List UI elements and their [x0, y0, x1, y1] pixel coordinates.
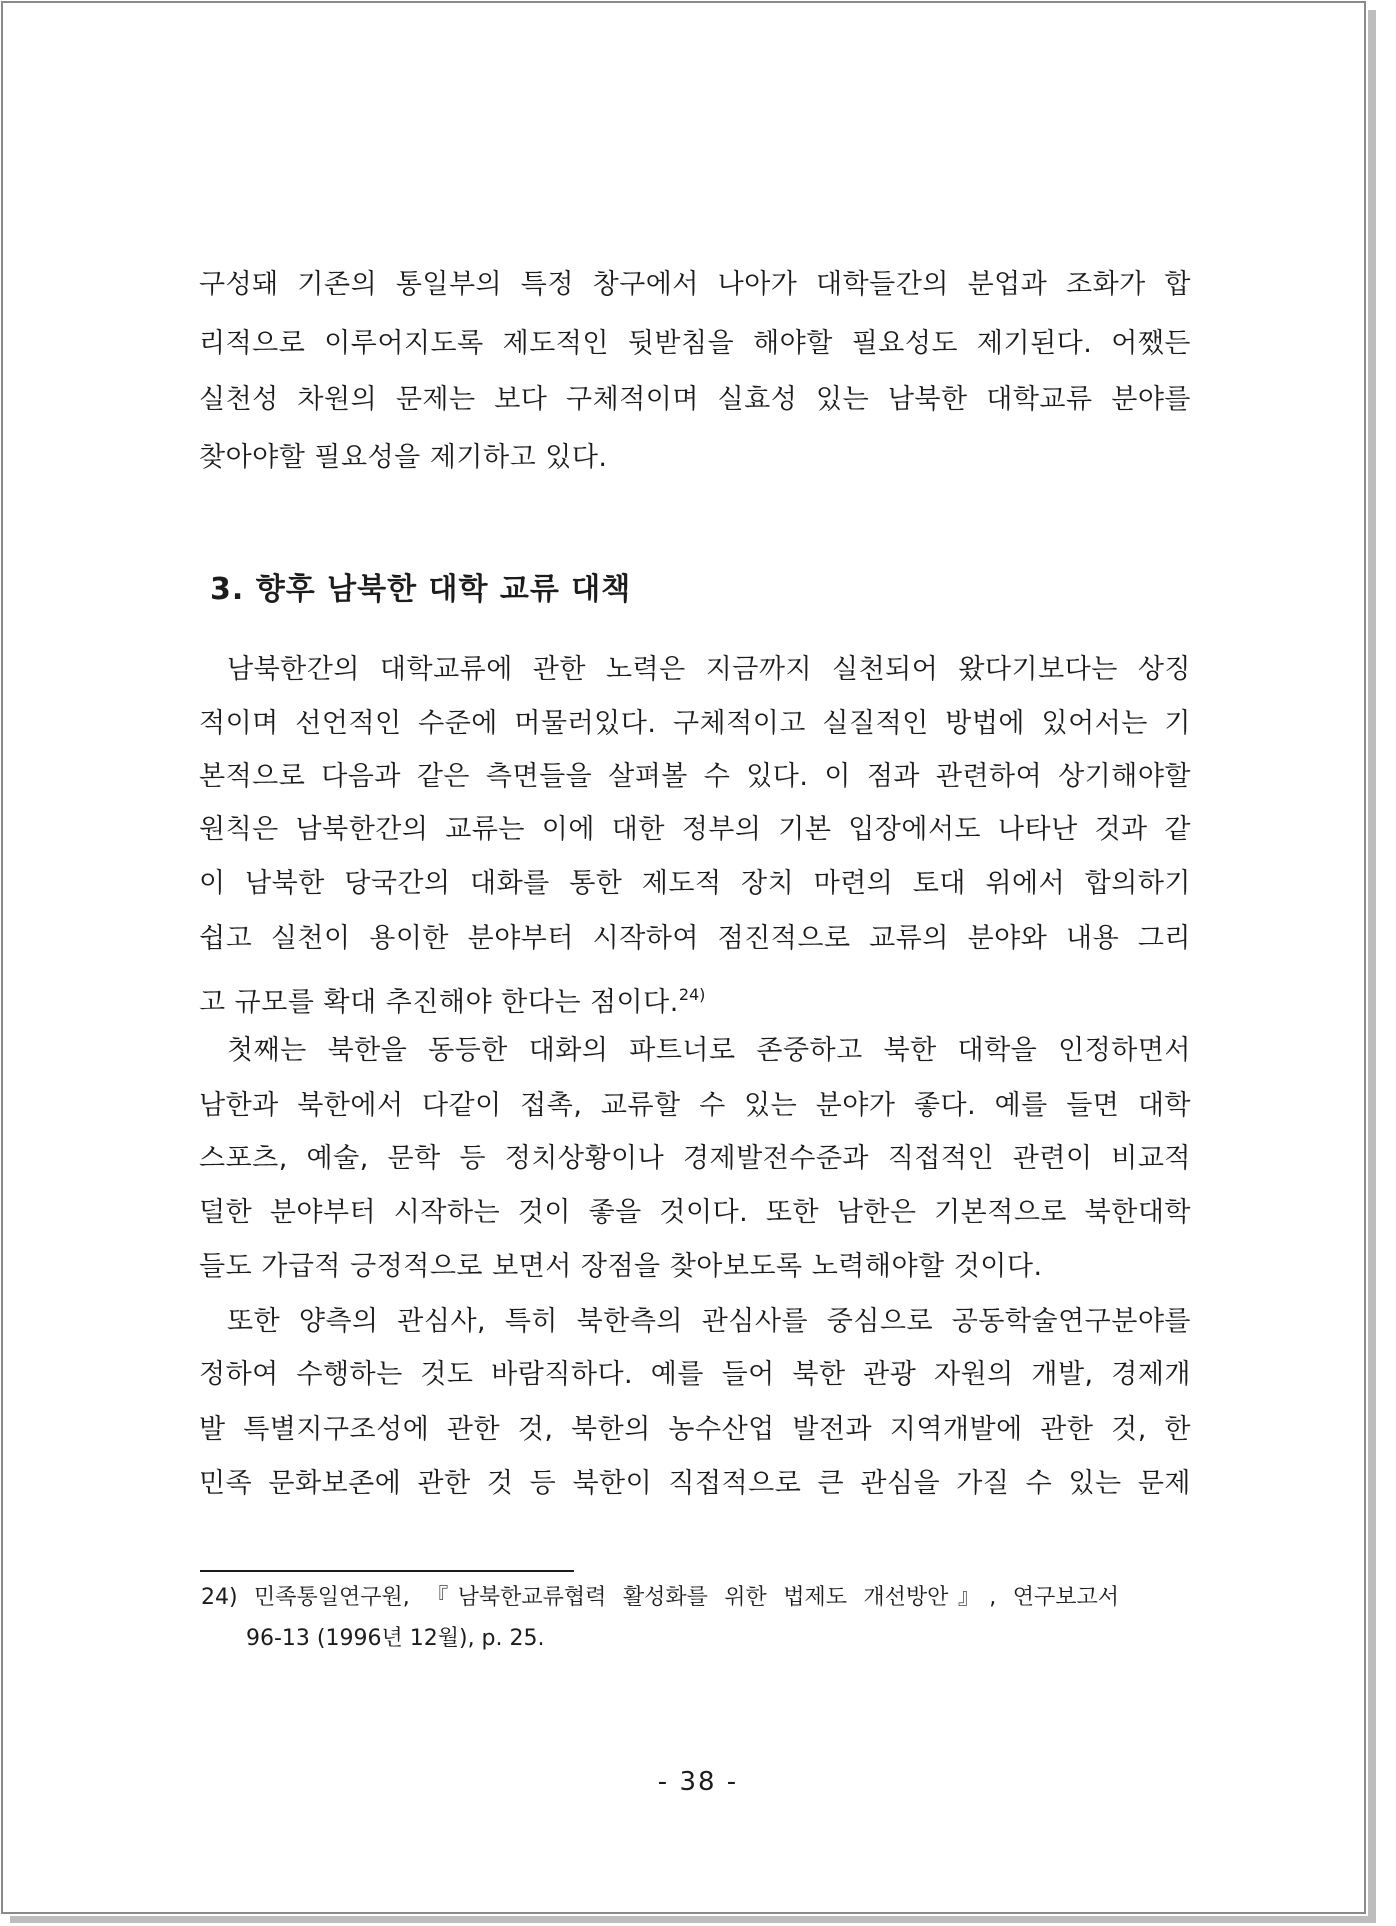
paragraph-2-line-7-text: 고 규모를 확대 추진해야 한다는 점이다.	[199, 987, 679, 1018]
footnote-line-2: 96-13 (1996년 12월), p. 25.	[246, 1626, 545, 1651]
page-number: - 38 -	[657, 1767, 739, 1797]
paragraph-2-line-4: 원칙은 남북한간의 교류는 이에 대한 정부의 기본 입장에서도 나타난 것과 같	[199, 814, 1191, 845]
paragraph-3-line-3: 스포츠, 예술, 문학 등 정치상황이나 경제발전수준과 직접적인 관련이 비교적	[199, 1143, 1191, 1174]
paragraph-2-line-7	[199, 978, 1191, 1020]
paragraph-4-line-1: 또한 양측의 관심사, 특히 북한측의 관심사를 중심으로 공동학술연구분야를	[227, 1306, 1191, 1337]
footnote-reference: 24)	[678, 985, 706, 1004]
paragraph-2-line-3: 본적으로 다음과 같은 측면들을 살펴볼 수 있다. 이 점과 관련하여 상기해야할	[199, 761, 1191, 792]
page-shadow-right	[1368, 10, 1376, 1918]
paragraph-4-line-4: 민족 문화보존에 관한 것 등 북한이 직접적으로 큰 관심을 가질 수 있는 문제	[199, 1468, 1191, 1499]
paragraph-2-line-5: 이 남북한 당국간의 대화를 통한 제도적 장치 마련의 토대 위에서 합의하기	[199, 868, 1191, 899]
paragraph-1-line-2: 리적으로 이루어지도록 제도적인 뒷받침을 해야할 필요성도 제기된다. 어쨌든	[199, 328, 1191, 359]
paragraph-3-line-5: 들도 가급적 긍정적으로 보면서 장점을 찾아보도록 노력해야할 것이다.	[199, 1251, 1043, 1282]
paragraph-3-line-4: 덜한 분야부터 시작하는 것이 좋을 것이다. 또한 남한은 기본적으로 북한대학	[199, 1197, 1191, 1228]
paragraph-2-line-6: 쉽고 실천이 용이한 분야부터 시작하여 점진적으로 교류의 분야와 내용 그리	[199, 923, 1191, 954]
paragraph-4-line-2: 정하여 수행하는 것도 바람직하다. 예를 들어 북한 관광 자원의 개발, 경제개	[199, 1359, 1191, 1390]
paragraph-3-line-1: 첫째는 북한을 동등한 대화의 파트너로 존중하고 북한 대학을 인정하면서	[227, 1035, 1191, 1066]
page-shadow-bottom	[10, 1916, 1376, 1923]
footnote-line-1: 24) 민족통일연구원, 『남북한교류협력 활성화를 위한 법제도 개선방안』, 연구보고서	[201, 1585, 1119, 1610]
section-heading: 3. 향후 남북한 대학 교류 대책	[210, 572, 632, 607]
paragraph-1-line-4: 찾아야할 필요성을 제기하고 있다.	[199, 442, 608, 473]
paragraph-1-line-3: 실천성 차원의 문제는 보다 구체적이며 실효성 있는 남북한 대학교류 분야를	[199, 384, 1191, 415]
paragraph-2-line-2: 적이며 선언적인 수준에 머물러있다. 구체적이고 실질적인 방법에 있어서는 기	[199, 708, 1191, 739]
footnote-divider	[200, 1570, 574, 1572]
paragraph-1-line-1: 구성돼 기존의 통일부의 특정 창구에서 나아가 대학들간의 분업과 조화가 합	[199, 269, 1191, 300]
paragraph-3-line-2: 남한과 북한에서 다같이 접촉, 교류할 수 있는 분야가 좋다. 예를 들면 대학	[199, 1090, 1191, 1121]
paragraph-2-line-1: 남북한간의 대학교류에 관한 노력은 지금까지 실천되어 왔다기보다는 상징	[227, 654, 1191, 685]
paragraph-4-line-3: 발 특별지구조성에 관한 것, 북한의 농수산업 발전과 지역개발에 관한 것, 한	[199, 1414, 1191, 1445]
